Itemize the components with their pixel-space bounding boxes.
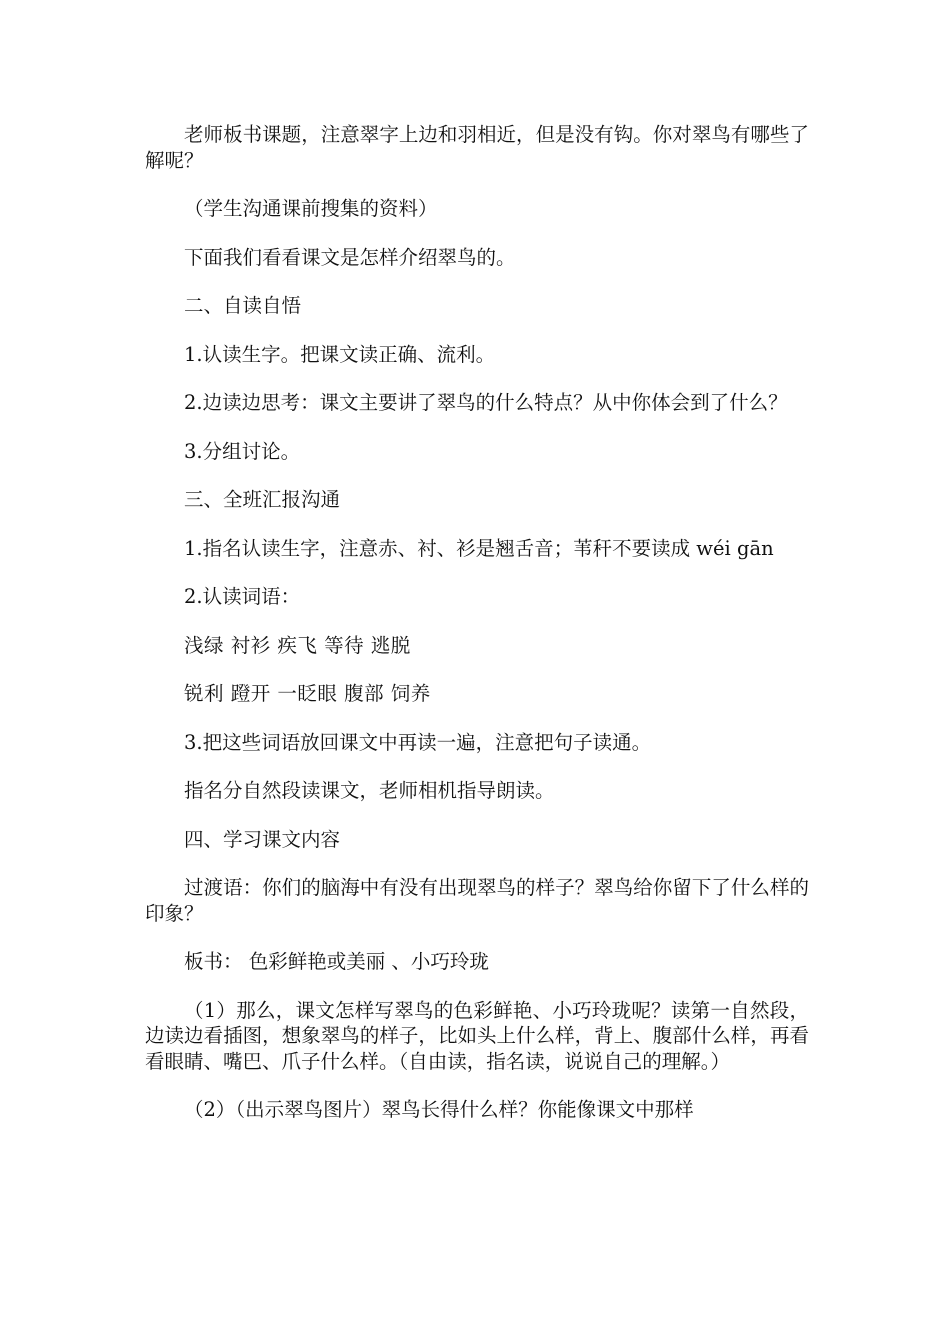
document-body <box>145 122 809 1322</box>
paragraph: 3.把这些词语放回课文中再读一遍，注意把句子读通。 <box>184 730 652 754</box>
section-heading: 二、自读自悟 <box>184 294 302 317</box>
paragraph: （1）那么，课文怎样写翠鸟的色彩鲜艳、小巧玲珑呢？读第一自然段，边读边看插图，想象翠鸟的样子，比如头上什么样，背上、腹部什么样，再看看眼睛、嘴巴、爪子什么样。（自由读，指名读，说说自己的理解。） <box>145 998 809 1073</box>
paragraph: 老师板书课题，注意翠字上边和羽相近，但是没有钩。你对翠鸟有哪些了解呢？ <box>145 123 809 172</box>
paragraph: 2.边读边思考：课文主要讲了翠鸟的什么特点？从中你体会到了什么？ <box>184 391 788 414</box>
paragraph: 板书： 色彩鲜艳或美丽 、小巧玲珑 <box>184 950 489 973</box>
paragraph: 1.认读生字。把课文读正确、流利。 <box>184 342 496 366</box>
paragraph: 下面我们看看课文是怎样介绍翠鸟的。 <box>184 245 516 269</box>
paragraph: （2）（出示翠鸟图片）翠鸟长得什么样？你能像课文中那样 <box>184 1098 694 1121</box>
paragraph: 指名分自然段读课文，老师相机指导朗读。 <box>184 779 555 802</box>
word-list: 浅绿 衬衫 疾飞 等待 逃脱 <box>184 633 411 657</box>
word-list: 锐利 蹬开 一眨眼 腹部 饲养 <box>184 682 431 705</box>
paragraph: 1.指名认读生字，注意赤、衬、衫是翘舌音；苇秆不要读成 wéi gān <box>184 536 774 560</box>
paragraph: （学生沟通课前搜集的资料） <box>184 197 438 220</box>
section-heading: 四、学习课文内容 <box>184 827 341 851</box>
paragraph: 3.分组讨论。 <box>184 439 301 463</box>
paragraph: 2.认读词语： <box>184 585 301 608</box>
section-heading: 三、全班汇报沟通 <box>184 488 341 511</box>
paragraph: 过渡语：你们的脑海中有没有出现翠鸟的样子？翠鸟给你留下了什么样的印象？ <box>145 876 809 925</box>
